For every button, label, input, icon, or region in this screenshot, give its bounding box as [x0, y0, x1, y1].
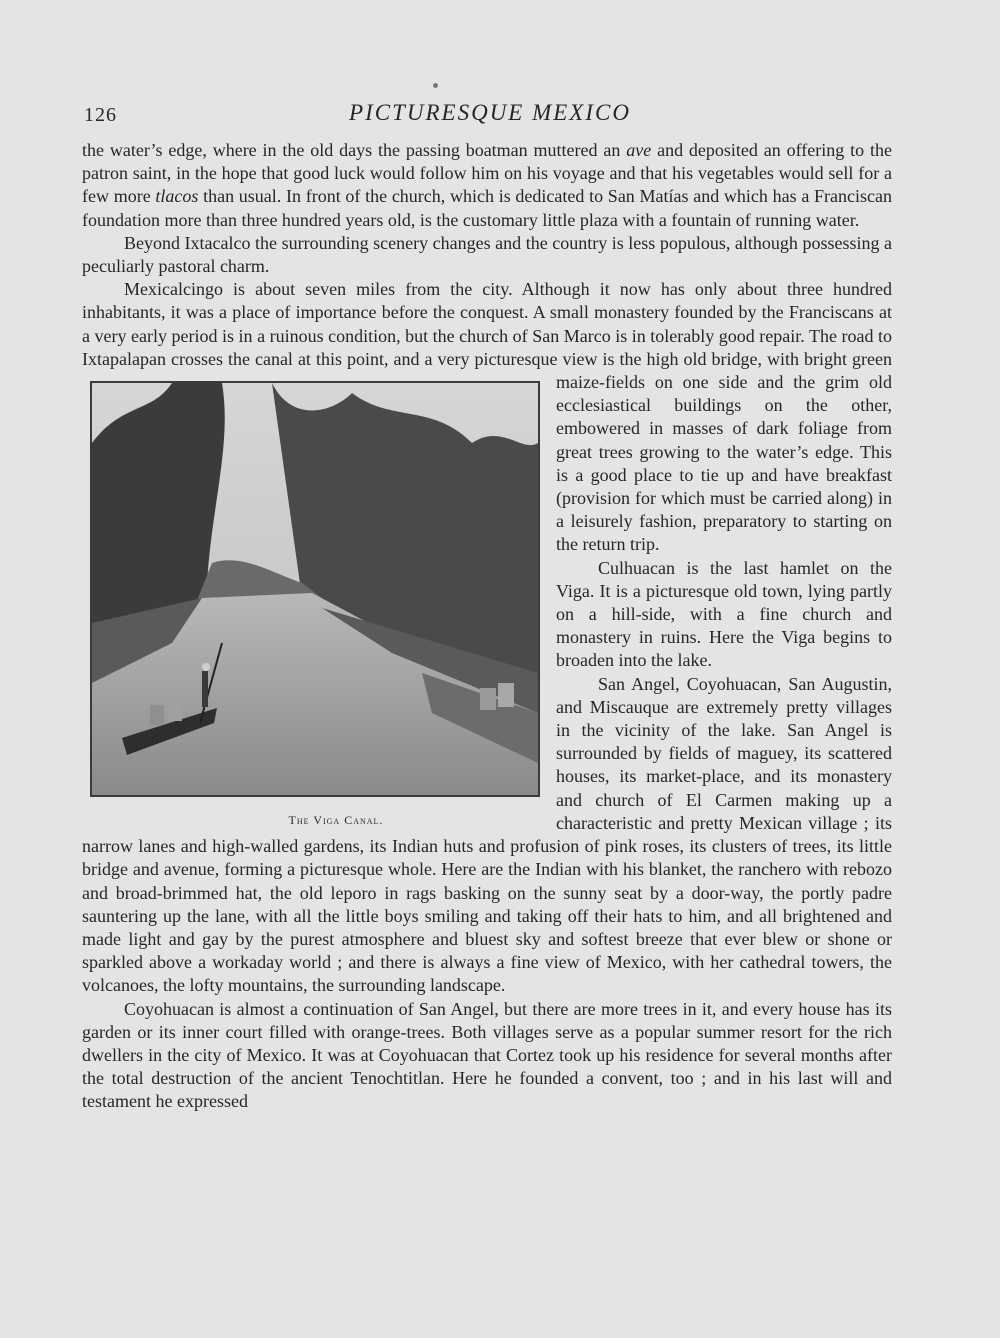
italic-tlacos: tlacos — [155, 186, 199, 207]
running-title: PICTURESQUE MEXICO — [349, 100, 631, 125]
print-speck — [433, 83, 438, 88]
paragraph-4: Culhuacan is the last hamlet on the Viga. It is a picturesque old town, lying partly on a hill-side, with a fine church and monastery in ruins. Here the Viga begins to broaden into the lake. — [556, 557, 892, 671]
paragraph-2: Beyond Ixtacalco the surrounding scenery changes and the country is less populous, although possessing a peculiarly pastoral charm. — [82, 232, 892, 277]
viga-canal-photo — [90, 381, 540, 797]
paragraph-1: the water’s edge, where in the old days the passing boatman muttered an ave and deposited an offering to the patron saint, in the hope that good luck would follow him on his voyage and that his vegetables would sell for a few more tlacos than usual. In front of the church, which is dedicated to San Matías and which has a Franciscan foundation more than three hundred years old, is the customary little plaza with a fountain of running water. — [82, 140, 892, 230]
paragraph-3: Mexicalcingo is about seven miles from the city. Although it now has only about three hundred inhabitants, it was a place of importance before the conquest. A small monastery founded by the Franciscans at a very early period is in a ruinous condition, but the church of San Marco is in tolerably good repair. The road to Ixtapalapan crosses the canal at this point, and a very picturesque view is the high old bridge, with bright green maize-fields on one side The Viga Canal. and the grim old ecclesiastical buildings on the other, embowered in masses of dark foliage from great trees growing to the water’s edge. This is a good place to tie up and have breakfast (provision for which must be carried along) in a leisurely fashion, preparatory to starting on the return trip. — [82, 278, 892, 556]
figure-viga-canal — [90, 371, 540, 831]
body-text — [82, 139, 892, 1114]
page-header — [80, 100, 900, 134]
figure-caption: The Viga Canal. — [288, 813, 384, 828]
page-number: 126 — [84, 104, 117, 126]
italic-ave: ave — [626, 140, 652, 160]
paragraph-5: San Angel, Coyohuacan, San Augustin, and Miscauque are extremely pretty villages in the vicinity of the lake. San Angel is surrounded by fields of maguey, its scattered houses, its market-place, and its monastery and church of El Carmen making up a characteristic and pretty Mexican village ; its narrow lanes and high-walled gardens, its Indian huts and profusion of pink roses, its clusters of trees, its little bridge and avenue, forming a picturesque whole. Here are the Indian with his blanket, the ranchero with rebozo and broad-brimmed hat, the old leporo in rags basking on the sunny seat by a door-way, the portly padre sauntering up the lane, with all the little boys smiling and taking off their hats to him, and all brightened and made light and gay by the purest atmosphere and bluest sky and softest breeze that ever blew or shone or sparkled above a workaday world ; and there is always a fine view of Mexico, with her cathedral towers, the volcanoes, the lofty mountains, the surrounding landscape. — [82, 673, 892, 996]
paragraph-6: Coyohuacan is almost a continuation of San Angel, but there are more trees in it, and every house has its garden or its inner court filled with orange-trees. Both villages serve as a popular summer resort for the rich dwellers in the city of Mexico. It was at Coyohuacan that Cortez took up his residence for several months after the total destruction of the ancient Tenochtitlan. Here he founded a convent, too ; and in his last will and testament he expressed — [82, 998, 892, 1112]
